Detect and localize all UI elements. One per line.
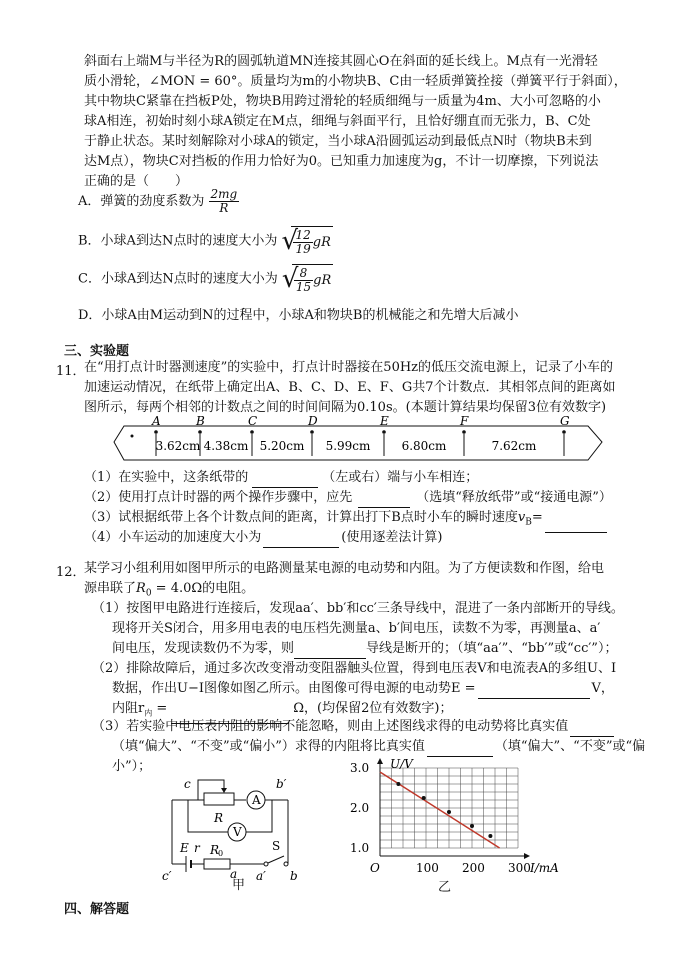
voltmeter-label: V [233, 825, 242, 839]
q12-s2-r-label: 内阻r [112, 701, 145, 716]
option-c-text: C．小球A到达N点时的速度大小为 [78, 271, 278, 287]
q10-line-1: 斜面右上端M与半径为R的圆弧轨道MN连接其圆心O在斜面的延长线上。M点有一光滑轻 [84, 54, 598, 69]
q10-option-c[interactable] [78, 264, 333, 294]
q12-s3-line-2 [112, 737, 645, 757]
q10-line-7: 正确的是（ ） [84, 174, 189, 189]
tape-point-g [562, 430, 566, 434]
y-tick-label: 1.0 [350, 841, 370, 855]
option-c-sqrt [282, 264, 333, 294]
rheostat-slider [198, 780, 224, 800]
q12-line-1: 某学习小组利用如图甲所示的电路测量某电源的电动势和内阻。为了方便读数和作图，给电 [84, 561, 605, 576]
label-a: a [230, 867, 238, 881]
option-b-numerator: 12 [295, 228, 311, 242]
tape-label-a: A [152, 414, 161, 428]
q10-line-4: 球A相连，初始时刻小球A锁定在M点，细绳与斜面平行，且恰好绷直而无张力，B、C处 [84, 114, 591, 129]
q11-sub-4 [84, 528, 442, 548]
data-point [422, 796, 426, 800]
tape-label-b: B [196, 414, 205, 428]
q11-answer-4-blank[interactable] [263, 533, 339, 548]
q12-s3-text2: （填“偏大”、“不变”或“偏小”）求得的内阻将比真实值 [112, 739, 425, 754]
q12-s3-text: （3）若实验中电压表内阻的影响不能忽略，则由上述图线求得的电动势将比真实值 [92, 719, 569, 734]
q12-s1-text: 间电压，发现读数仍不为零，则 [112, 641, 295, 656]
q12-number: 12． [56, 565, 86, 580]
q11-sub3-text: （3）试根据纸带上各个计数点间的距离，计算出打下B点时小车的瞬时速度 [84, 510, 518, 525]
label-e: E [180, 841, 189, 855]
rheostat-r [204, 793, 234, 805]
option-a-text: A．弹簧的劲度系数为 [78, 194, 205, 209]
label-b-prime: b′ [276, 777, 287, 791]
data-point [470, 824, 474, 828]
tape-label-c: C [248, 414, 258, 428]
q12-line2-tail: = 4.0Ω的电阻。 [151, 581, 255, 596]
tape-distance-4: 5.99cm [325, 439, 371, 453]
option-b-sqrt [281, 226, 332, 256]
q12-r0-sub: 0 [145, 588, 152, 599]
q11-number: 11． [56, 364, 86, 379]
q12-answer-1-blank[interactable] [294, 644, 366, 659]
q12-answer-3b-blank[interactable] [427, 742, 493, 757]
q11-sub2-tail: （选填“释放纸带”或“接通电源”） [416, 490, 612, 505]
label-c: c [184, 777, 191, 791]
tape-distance-3: 5.20cm [259, 439, 305, 453]
option-b-denominator: 19 [295, 242, 311, 256]
option-a-denominator: R [219, 201, 229, 215]
q12-s1-line-2: 现将开关S闭合，用多用电表的电压档先测量a、b′间电压，读数不为零，再测量a、a′ [112, 621, 601, 636]
y-axis-label: U/V [390, 757, 413, 771]
label-internal-r: r [194, 841, 200, 855]
q11-sub3-eq: = [531, 510, 543, 525]
sqrt-icon: √ [281, 264, 299, 294]
q12-s2-text: 数据，作出U−I图像如图乙所示。由图像可得电源的电动势E = [112, 681, 476, 696]
q11-sub2-text: （2）使用打点计时器的两个操作步骤中，应先 [84, 490, 353, 505]
x-tick-label: 200 [462, 861, 485, 875]
q11-sub1-text: （1）在实验中，这条纸带的 [84, 470, 249, 485]
slider-arrow [221, 788, 227, 793]
option-c-numerator: 8 [294, 267, 313, 281]
paper-tape-diagram [112, 416, 606, 468]
y-tick-label: 2.0 [350, 801, 370, 815]
tape-point-d [310, 430, 314, 434]
label-r0: R [210, 843, 220, 857]
x-tick-label: 100 [416, 861, 439, 875]
q12-s2-unit: V， [591, 681, 614, 696]
q10-option-d[interactable]: D．小球A由M运动到N的过程中，小球A和物块B的机械能之和先增大后减小 [78, 308, 519, 323]
label-b: b [290, 869, 298, 883]
circuit-caption: 甲 [232, 878, 246, 893]
q10-line-5: 于静止状态。某时刻解除对小球A的锁定，当小球A沿圆弧运动到最低点N时（物块B未到 [84, 134, 592, 149]
tape-point-b [198, 430, 202, 434]
label-r: R [214, 811, 224, 825]
label-a-prime: a′ [256, 869, 266, 883]
x-axis-label: I/mA [530, 861, 559, 875]
q11-answer-3-blank[interactable] [545, 518, 607, 533]
data-point [488, 834, 492, 838]
q12-s2-r-sub: 内 [144, 708, 153, 718]
q11-sub3-subscript: B [525, 517, 532, 528]
section-heading-solutions: 四、解答题 [64, 902, 130, 917]
q12-s2-eq: = [152, 701, 168, 716]
q11-line-1: 在“用打点计时器测速度”的实验中，打点计时器接在50Hz的低压交流电源上，记录了小车的 [84, 360, 614, 375]
tape-label-f: F [460, 414, 469, 428]
tape-label-d: D [308, 414, 318, 428]
q11-sub3-v: v [517, 510, 526, 525]
option-b-text: B．小球A到达N点时的速度大小为 [78, 233, 278, 249]
q12-s2-line-1: （2）排除故障后，通过多次改变滑动变阻器触头位置，得到电压表V和电流表A的多组U、I [92, 661, 617, 676]
q10-line-3: 其中物块C紧靠在挡板P处，物块B用跨过滑轮的轻质细绳与一质量为4m、大小可忽略的小 [84, 94, 601, 109]
label-c-prime: c′ [162, 869, 172, 883]
option-a-fraction [209, 188, 240, 215]
x-tick-label: 300 [508, 861, 531, 875]
tape-point-f [462, 430, 466, 434]
q10-line-6: 达M点），物块C对挡板的作用力恰好为0。已知重力加速度为g，不计一切摩擦，下列说法 [84, 154, 599, 169]
q11-sub-2 [84, 488, 612, 508]
label-r0-sub: 0 [218, 849, 224, 858]
tape-point-c [250, 430, 254, 434]
switch-contact-right [284, 862, 288, 866]
tape-point-a [154, 430, 158, 434]
q12-s3-line-3: 小”）； [112, 759, 152, 774]
q12-s1-line-3 [112, 639, 617, 659]
option-a-numerator: 2mg [210, 187, 238, 201]
ammeter-label: A [252, 793, 261, 807]
tape-label-g: G [560, 414, 570, 428]
q12-answer-emf-blank[interactable] [478, 684, 590, 699]
q12-s2-tail: Ω，(均保留2位有效数字)； [293, 701, 453, 716]
u-i-graph [348, 756, 559, 884]
option-c-gr: gR [313, 273, 332, 288]
q12-s3-tail: （填“偏大”、“不变”或“偏 [494, 739, 646, 754]
q11-answer-1-blank[interactable] [252, 473, 318, 488]
circuit-diagram [160, 770, 310, 888]
label-s: S [272, 839, 281, 853]
q12-s2-line-2 [112, 679, 614, 699]
option-b-gr: gR [312, 235, 331, 250]
y-tick-label: 3.0 [350, 761, 370, 775]
switch-blade [268, 856, 284, 863]
tape-start-dot [131, 435, 134, 438]
data-point [447, 810, 451, 814]
q12-s1-line-1: （1）按图甲电路进行连接后，发现aa′、bb′和cc′三条导线中，混进了一条内部断开的导线。 [92, 601, 624, 616]
q11-sub4-text: （4）小车运动的加速度大小为 [84, 530, 262, 545]
tape-point-e [382, 430, 386, 434]
tape-distance-1: 3.62cm [155, 439, 201, 453]
q11-line-3: 图所示，每两个相邻的计数点之间的时间间隔为0.10s。(本题计算结果均保留3位有效数字) [84, 400, 607, 415]
tape-distance-5: 6.80cm [401, 439, 447, 453]
switch-contact-left [264, 862, 268, 866]
q10-option-b[interactable] [78, 226, 333, 256]
q11-answer-2-blank[interactable] [358, 493, 410, 508]
tape-label-e: E [380, 414, 389, 428]
origin-label: O [370, 861, 380, 875]
q11-sub-1 [84, 468, 478, 488]
q11-sub1-tail: （左或右）端与小车相连； [322, 470, 479, 485]
y-axis-arrow [377, 758, 383, 764]
q10-option-a[interactable] [78, 188, 239, 215]
section-heading-experiment: 三、实验题 [64, 344, 130, 359]
graph-caption: 乙 [438, 880, 452, 895]
q12-answer-3a-blank[interactable] [570, 722, 614, 737]
q11-sub4-tail: (使用逐差法计算) [341, 530, 443, 545]
q10-line-2: 质小滑轮，∠MON = 60°。质量均为m的小物块B、C由一轻质弹簧拴接（弹簧平行于斜面）， [84, 74, 627, 89]
tape-distance-6: 7.62cm [491, 439, 537, 453]
data-point [396, 782, 400, 786]
q12-r0: R [136, 581, 146, 596]
resistor-r0 [204, 859, 230, 869]
sqrt-icon: √ [281, 226, 299, 256]
x-axis-arrow [524, 853, 530, 859]
q11-line-2: 加速运动情况，在纸带上确定出A、B、C、D、E、F、G共7个计数点．其相邻点间的距离如 [84, 380, 616, 395]
q12-line2-text: 源串联了 [84, 581, 137, 596]
option-c-denominator: 15 [295, 280, 312, 294]
tape-distance-2: 4.38cm [203, 439, 249, 453]
q12-s3-line-1 [92, 717, 614, 737]
q12-s1-tail: 导线是断开的；（填“aa′”、“bb′”或“cc′”）； [366, 641, 618, 656]
